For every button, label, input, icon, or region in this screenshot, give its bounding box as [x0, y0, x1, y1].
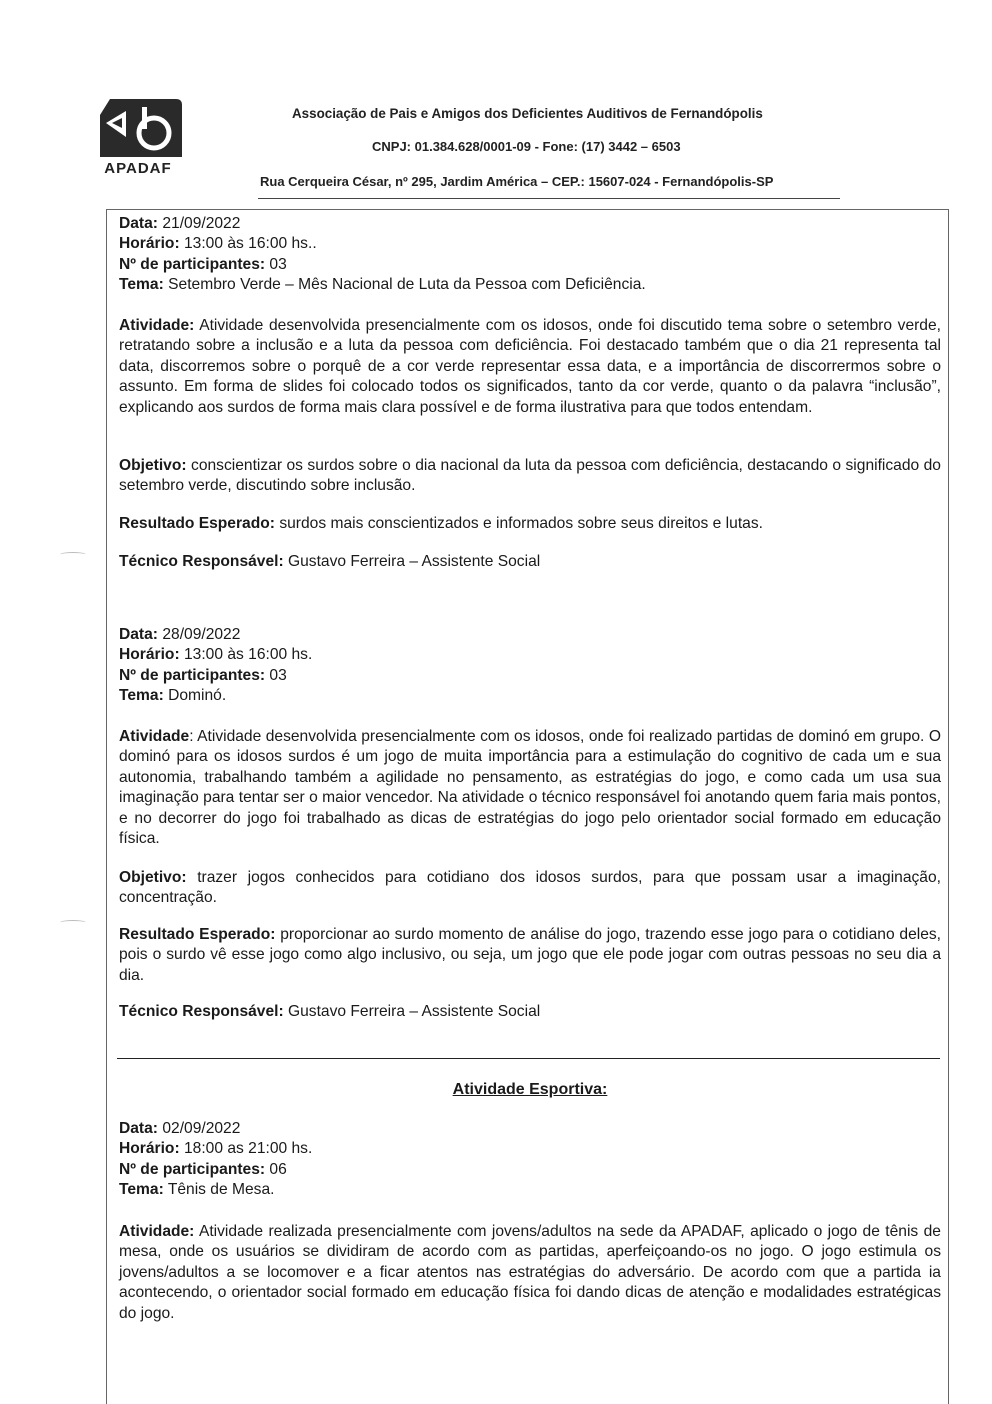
- frame-top-border: [106, 209, 949, 210]
- date-line: Data: 28/09/2022: [119, 626, 241, 643]
- frame-left-border: [106, 209, 107, 1404]
- theme-line: Tema: Dominó.: [119, 687, 227, 705]
- time-line: Horário: 18:00 as 21:00 hs.: [119, 1140, 313, 1158]
- section-title: Atividade Esportiva:: [452, 1081, 608, 1098]
- address: Rua Cerqueira César, nº 295, Jardim América – CEP.: 15607-024 - Fernandópolis-SP: [260, 174, 774, 189]
- time-line: Horário: 13:00 às 16:00 hs..: [119, 235, 317, 253]
- cnpj-phone: CNPJ: 01.384.628/0001-09 - Fone: (17) 3442 – 6503: [372, 139, 681, 154]
- association-name: Associação de Pais e Amigos dos Deficientes Auditivos de Fernandópolis: [292, 106, 763, 121]
- theme-line: Tema: Tênis de Mesa.: [119, 1181, 275, 1199]
- logo-text: APADAF: [104, 160, 172, 177]
- letterhead: [0, 0, 992, 210]
- entry-2-info: [119, 625, 941, 707]
- date-line: Data: 02/09/2022: [119, 1120, 241, 1137]
- participants-line: Nº de participantes: 06: [119, 1160, 287, 1178]
- entry-1-result: Resultado Esperado: surdos mais conscientizados e informados sobre seus direitos e lutas.: [119, 515, 763, 532]
- frame-right-border: [948, 209, 949, 1404]
- scan-mark: [60, 552, 86, 557]
- entry-2-activity: Atividade: Atividade desenvolvida presencialmente com os idosos, onde foi realizado partidas de dominó em grupo. O dominó para os idosos surdos é um jogo de muita importância para a estimulação do cognitivo de cada um e sua autonomia, trabalhando também a agilidade no pensamento, as estratégias do jogo, e como cada um usa sua imaginação para tentar ser o maior vencedor. Na atividade o técnico responsável foi anotando quem faria mais pontos, e no decorrer do jogo foi trabalhado as dicas de estratégias do jogo pelo orientador social formado em educação física.: [119, 728, 941, 848]
- entry-1-activity: Atividade: Atividade desenvolvida presencialmente com os idosos, onde foi discutido tema sobre o setembro verde, retratando sobre a inclusão e a luta da pessoa com deficiência. Foi destacado também que o dia 21 representa tal data, discorremos sobre o porquê de a cor verde representar essa data, e a importância de discorrermos sobre o assunto. Em forma de slides foi colocado todos os significados, tanto da cor verde, quanto o da palavra “inclusão”, explicando aos surdos de forma mais clara possível e de forma ilustrativa para que todos entendam.: [119, 317, 941, 416]
- scan-mark: [60, 920, 86, 925]
- sport-entry-info: [119, 1119, 941, 1201]
- entry-2-technician: Técnico Responsável: Gustavo Ferreira – Assistente Social: [119, 1003, 541, 1020]
- header-rule: [258, 198, 840, 199]
- entry-1-info: [119, 214, 941, 296]
- section-divider: [117, 1058, 940, 1059]
- entry-2-result: Resultado Esperado: proporcionar ao surdo momento de análise do jogo, trazendo esse jogo para o cotidiano deles, pois o surdo vê esse jogo como algo inclusivo, ou seja, um jogo que ele pode jogar com outras pessoas no seu dia a dia.: [119, 926, 942, 984]
- entry-1-technician: Técnico Responsável: Gustavo Ferreira – Assistente Social: [119, 553, 541, 570]
- participants-line: Nº de participantes: 03: [119, 666, 287, 684]
- date-line: Data: 21/09/2022: [119, 215, 241, 232]
- time-line: Horário: 13:00 às 16:00 hs.: [119, 646, 313, 664]
- entry-1-objective: Objetivo: conscientizar os surdos sobre o dia nacional da luta da pessoa com deficiência, destacando o significado do setembro verde, discutindo sobre inclusão.: [119, 457, 941, 495]
- entry-2-objective: Objetivo: trazer jogos conhecidos para cotidiano dos idosos surdos, para que possam usar a imaginação, concentração.: [119, 869, 941, 907]
- participants-line: Nº de participantes: 03: [119, 255, 287, 273]
- sport-entry-activity: Atividade: Atividade realizada presencialmente com jovens/adultos na sede da APADAF, aplicado o jogo de tênis de mesa, onde os usuários se dividiram de acordo com as partidas, aperfeiçoando-os no jogo. O jogo estimula os jovens/adultos a se locomover e a ficar atentos nas estratégias do adversário. De acordo com que a partida ia acontecendo, o orientador social formado em educação física foi dando dicas de atenção e modalidades estratégicas do jogo.: [119, 1223, 941, 1322]
- theme-line: Tema: Setembro Verde – Mês Nacional de Luta da Pessoa com Deficiência.: [119, 276, 646, 294]
